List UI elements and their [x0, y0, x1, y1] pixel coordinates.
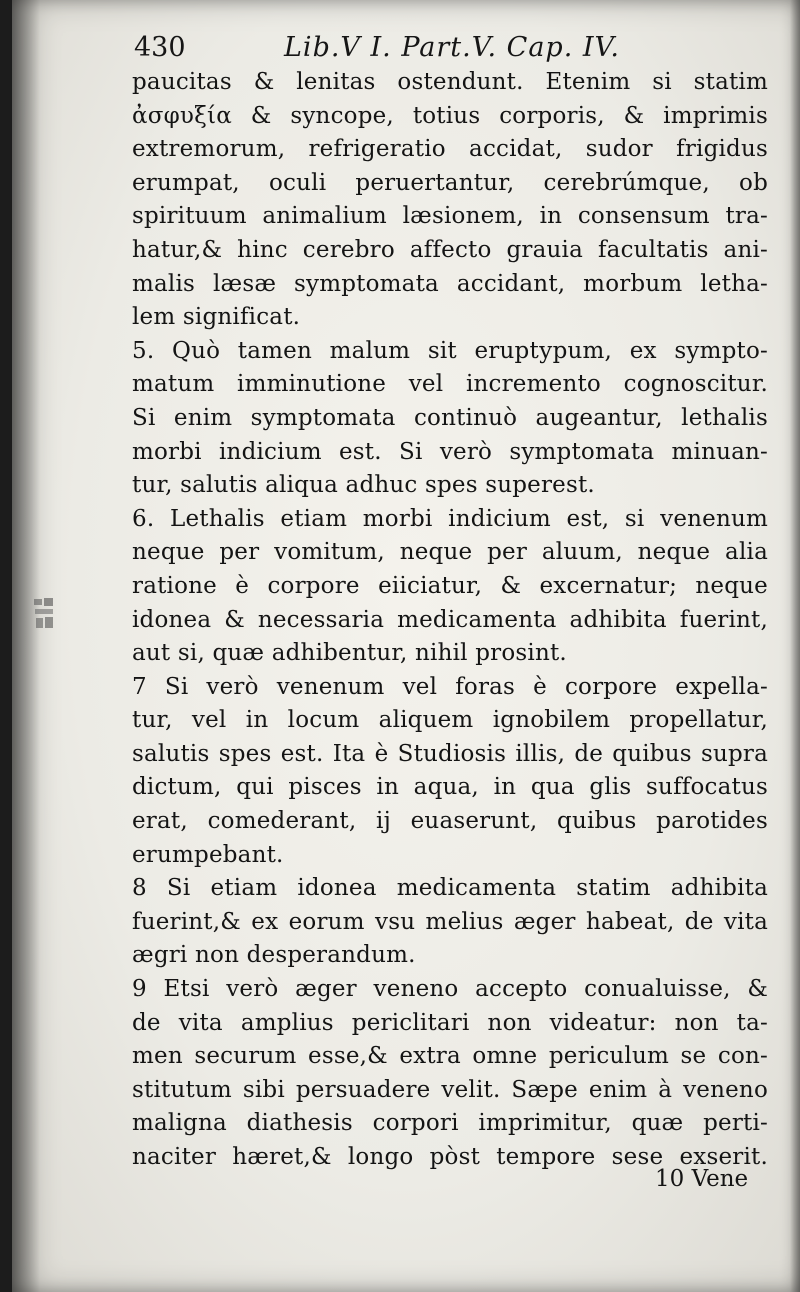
text-line: extremorum, refrigeratio accidat, sudor frigidus	[132, 136, 768, 163]
text-line: fuerint,& ex eorum vsu melius æger habeat, de vita	[132, 908, 768, 935]
text-line: de vita amplius periclitari non videatur: non ta-	[132, 1009, 768, 1036]
text-line: lem significat.	[132, 304, 301, 331]
body-text	[132, 66, 768, 1175]
text-line: salutis spes est. Ita è Studiosis illis, de quibus supra	[132, 740, 768, 767]
text-line: stitutum sibi persuadere velit. Sæpe enim à veneno	[132, 1076, 768, 1103]
text-line: 7 Si verò venenum vel foras è corpore expella-	[132, 673, 768, 700]
text-line: erumpebant.	[132, 841, 284, 868]
text-line: neque per vomitum, neque per aluum, neque alia	[132, 539, 768, 566]
text-line: malis læsæ symptomata accidant, morbum letha-	[132, 270, 768, 297]
catchword: 10 Vene	[655, 1166, 749, 1192]
text-line: dictum, qui pisces in aqua, in qua glis suffocatus	[132, 774, 768, 801]
text-line: morbi indicium est. Si verò symptomata minuan-	[132, 438, 768, 465]
text-line: naciter hæret,& longo pòst tempore sese exserit.	[132, 1144, 768, 1170]
text-line: erumpat, oculi peruertantur, cerebrúmque, ob	[132, 169, 768, 196]
text-line: men securum esse,& extra omne periculum se con-	[132, 1043, 768, 1070]
running-head: Lib.V I. Part.V. Cap. IV.	[284, 32, 620, 63]
book-page	[12, 0, 800, 1292]
text-line: Si enim symptomata continuò augeantur, lethalis	[132, 404, 768, 431]
text-line: 6. Lethalis etiam morbi indicium est, si venenum	[132, 505, 768, 532]
margin-stain-mark	[32, 595, 56, 633]
text-line: paucitas & lenitas ostendunt. Etenim si statim	[132, 69, 768, 95]
text-line: maligna diathesis corpori imprimitur, quæ perti-	[132, 1110, 768, 1137]
text-line: erat, comederant, ij euaserunt, quibus parotides	[132, 808, 768, 835]
text-line: ἀσφυξία & syncope, totius corporis, & imprimis	[132, 102, 768, 129]
text-line: hatur,& hinc cerebro affecto grauia facultatis ani-	[132, 236, 768, 263]
text-line: tur, salutis aliqua adhuc spes superest.	[132, 472, 595, 499]
text-line: 5. Quò tamen malum sit eruptурum, ex sympto-	[132, 337, 768, 364]
text-line: ægri non desperandum.	[132, 942, 416, 969]
text-line: aut si, quæ adhibentur, nihil prosint.	[132, 640, 567, 667]
text-line: tur, vel in locum aliquem ignobilem propellatur,	[132, 707, 768, 734]
text-line: ratione è corpore eiiciatur, & excernatur; neque	[132, 572, 768, 599]
text-line: idonea & necessaria medicamenta adhibita fuerint,	[132, 606, 768, 633]
text-line: matum imminutione vel incremento cognoscitur.	[132, 371, 768, 398]
page-number: 430	[134, 32, 186, 63]
page-edge-shadow	[790, 0, 800, 1292]
text-line: 9 Etsi verò æger veneno accepto conualuisse, &	[132, 976, 768, 1003]
spine-shadow	[12, 0, 40, 1292]
text-line: 8 Si etiam idonea medicamenta statim adhibita	[132, 875, 768, 902]
text-line: spirituum animalium læsionem, in consensum tra-	[132, 203, 768, 230]
